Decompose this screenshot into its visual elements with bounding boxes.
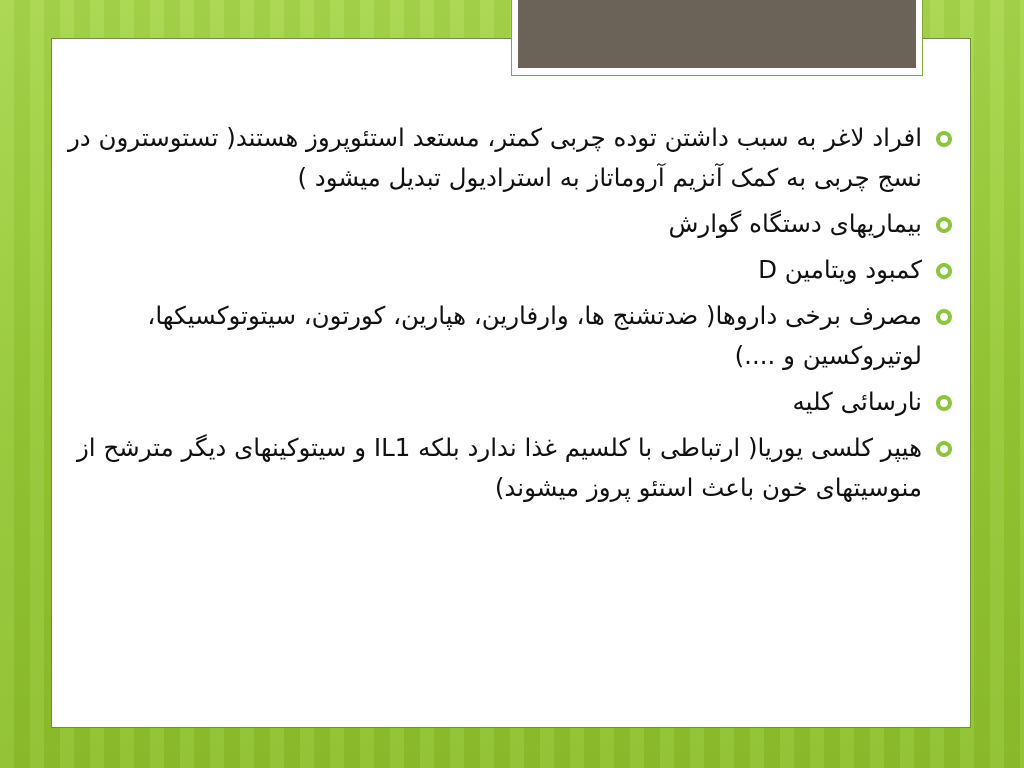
bullet-text: مصرف برخی داروها( ضدتشنج ها، وارفارین، هپارین، کورتون، سیتوتوکسیکها، لوتیروکسین و ....) [147,301,922,370]
ring-bullet-icon [936,395,952,411]
ring-bullet-icon [936,309,952,325]
bullet-item [60,428,960,508]
bullet-text: هیپر کلسی یوریا( ارتباطی با کلسیم غذا ندارد بلکه IL1 و سیتوکینهای دیگر مترشح از منوسیتهای خون باعث استئو پروز میشوند) [76,433,922,502]
ring-bullet-icon [936,217,952,233]
bullet-list [60,118,960,508]
bullet-item [60,296,960,376]
bullet-item [60,118,960,198]
slide-content [60,118,960,514]
ring-bullet-icon [936,131,952,147]
title-placeholder-tab [511,0,923,76]
bullet-item [60,382,960,422]
bullet-text: کمبود ویتامین D [758,255,922,284]
bullet-item [60,204,960,244]
title-placeholder [518,0,916,68]
ring-bullet-icon [936,263,952,279]
ring-bullet-icon [936,441,952,457]
bullet-text: بیماریهای دستگاه گوارش [668,209,922,238]
bullet-text: افراد لاغر به سبب داشتن توده چربی کمتر، مستعد استئوپروز هستند( تستوسترون در نسج چربی به کمک آنزیم آروماتاز به استرادیول تبدیل میشود ) [67,123,922,192]
bullet-text: نارسائی کلیه [792,387,922,416]
bullet-item [60,250,960,290]
